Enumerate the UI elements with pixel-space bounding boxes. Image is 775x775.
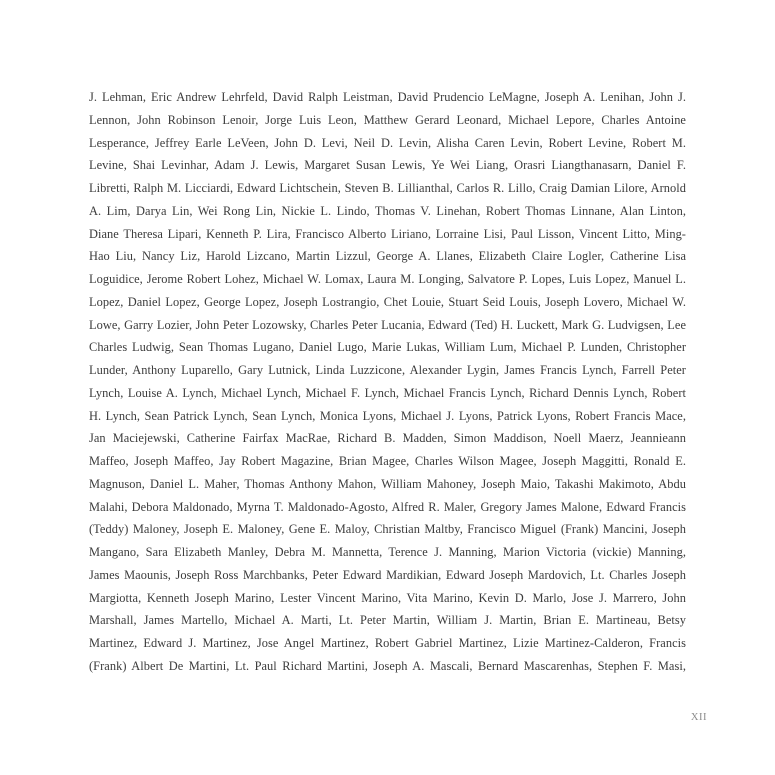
text-line: Lopez, Daniel Lopez, George Lopez, Joseph Lostrangio, Chet Louie, Stuart Seid Louis, Joseph Lovero, Michael W. [89,294,686,309]
names-list-paragraph [89,86,686,678]
page-number: XII [690,712,707,723]
text-line: Diane Theresa Lipari, Kenneth P. Lira, Francisco Alberto Liriano, Lorraine Lisi, Paul Lisson, Vincent Litto, Ming- [89,226,686,241]
text-line: Malahi, Debora Maldonado, Myrna T. Maldonado-Agosto, Alfred R. Maler, Gregory James Malone, Edward Francis [89,499,686,514]
text-line: Lynch, Louise A. Lynch, Michael Lynch, Michael F. Lynch, Michael Francis Lynch, Richard Dennis Lynch, Robert [89,385,686,400]
text-line: Jan Maciejewski, Catherine Fairfax MacRae, Richard B. Madden, Simon Maddison, Noell Maerz, Jeannieann [89,431,686,446]
text-line: Charles Ludwig, Sean Thomas Lugano, Daniel Lugo, Marie Lukas, William Lum, Michael P. Lunden, Christopher [89,340,686,355]
text-line: Hao Liu, Nancy Liz, Harold Lizcano, Martin Lizzul, George A. Llanes, Elizabeth Claire Logler, Catherine Lisa [89,249,686,264]
text-line: James Maounis, Joseph Ross Marchbanks, Peter Edward Mardikian, Edward Joseph Mardovich, Lt. Charles Joseph [89,567,686,582]
text-line: H. Lynch, Sean Patrick Lynch, Sean Lynch, Monica Lyons, Michael J. Lyons, Patrick Lyons, Robert Francis Mace, [89,408,686,423]
text-line: Margiotta, Kenneth Joseph Marino, Lester Vincent Marino, Vita Marino, Kevin D. Marlo, Jose J. Marrero, John [89,590,686,605]
text-line: A. Lim, Darya Lin, Wei Rong Lin, Nickie L. Lindo, Thomas V. Linehan, Robert Thomas Linnane, Alan Linton, [89,203,686,218]
text-line: Loguidice, Jerome Robert Lohez, Michael W. Lomax, Laura M. Longing, Salvatore P. Lopes, Luis Lopez, Manuel L. [89,272,686,286]
text-line: Mangano, Sara Elizabeth Manley, Debra M. Mannetta, Terence J. Manning, Marion Victoria (vickie) Manning, [89,545,686,559]
text-line: Lesperance, Jeffrey Earle LeVeen, John D. Levi, Neil D. Levin, Alisha Caren Levin, Robert Levine, Robert M. [89,135,686,150]
text-line: Lunder, Anthony Luparello, Gary Lutnick, Linda Luzzicone, Alexander Lygin, James Francis Lynch, Farrell Peter [89,363,686,377]
text-line: (Teddy) Maloney, Joseph E. Maloney, Gene E. Maloy, Christian Maltby, Francisco Miguel (Frank) Mancini, Joseph [89,522,686,537]
text-line: Magnuson, Daniel L. Maher, Thomas Anthony Mahon, William Mahoney, Joseph Maio, Takashi Makimoto, Abdu [89,476,686,491]
text-line: Marshall, James Martello, Michael A. Marti, Lt. Peter Martin, William J. Martin, Brian E. Martineau, Betsy [89,613,686,628]
text-line: Lowe, Garry Lozier, John Peter Lozowsky, Charles Peter Lucania, Edward (Ted) H. Luckett, Mark G. Ludvigsen, Lee [89,317,686,332]
text-line: J. Lehman, Eric Andrew Lehrfeld, David Ralph Leistman, David Prudencio LeMagne, Joseph A. Lenihan, John J. [89,90,686,104]
text-line: (Frank) Albert De Martini, Lt. Paul Richard Martini, Joseph A. Mascali, Bernard Mascarenhas, Stephen F. Masi, [89,658,686,673]
text-line: Lennon, John Robinson Lenoir, Jorge Luis Leon, Matthew Gerard Leonard, Michael Lepore, Charles Antoine [89,112,686,127]
text-line: Levine, Shai Levinhar, Adam J. Lewis, Margaret Susan Lewis, Ye Wei Liang, Orasri Liangthanasarn, Daniel F. [89,158,686,173]
text-line: Libretti, Ralph M. Licciardi, Edward Lichtschein, Steven B. Lillianthal, Carlos R. Lillo, Craig Damian Lilore, Arnold [89,181,686,195]
text-line: Maffeo, Joseph Maffeo, Jay Robert Magazine, Brian Magee, Charles Wilson Magee, Joseph Maggitti, Ronald E. [89,454,686,468]
text-line: Martinez, Edward J. Martinez, Jose Angel Martinez, Robert Gabriel Martinez, Lizie Martinez-Calderon, Francis [89,636,686,650]
